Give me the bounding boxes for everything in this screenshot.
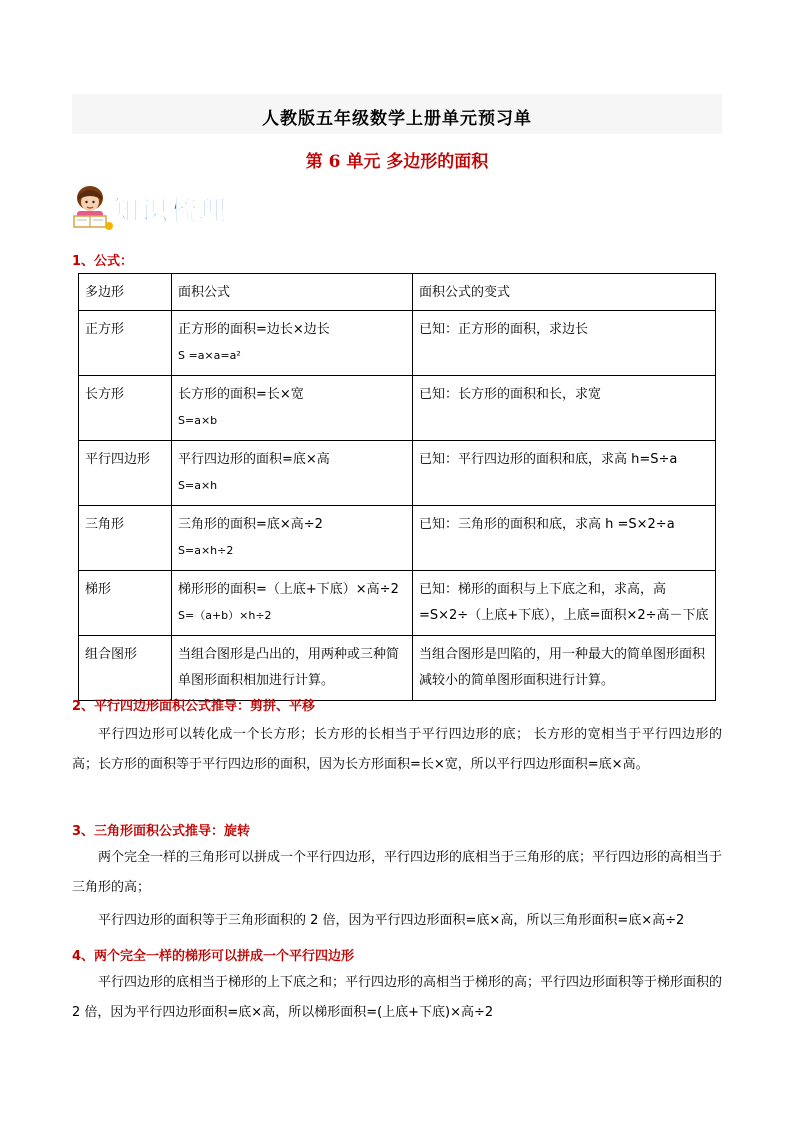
shape-cell: 三角形 (79, 506, 172, 571)
formula-text: 正方形的面积=边长×边长 (178, 322, 330, 337)
table-header: 多边形 (79, 274, 172, 311)
section-4-heading: 4、两个完全一样的梯形可以拼成一个平行四边形 (72, 949, 355, 964)
table-row (79, 441, 716, 506)
paragraph-parallelogram: 平行四边形可以转化成一个长方形；长方形的长相当于平行四边形的底； 长方形的宽相当于平行四边形的高；长方形的面积等于平行四边形的面积，因为长方形面积=长×宽，所以平行四边形面积=底×高。 (72, 727, 722, 772)
unit-subtitle: 第 6 单元 多边形的面积 (305, 152, 489, 172)
formula-table (78, 273, 716, 701)
section-2-heading: 2、平行四边形面积公式推导：剪拼、平移 (72, 699, 316, 714)
banner-text: 知识梳理 (112, 196, 228, 227)
girl-reading-icon (74, 186, 113, 230)
formula-text: 三角形的面积=底×高÷2 (178, 517, 323, 532)
section-1-heading: 1、公式： (72, 254, 134, 269)
formula-symbolic: S=a×b (178, 414, 218, 427)
table-header: 面积公式的变式 (413, 274, 716, 311)
variant-cell: 已知：长方形的面积和长，求宽 (413, 376, 716, 441)
paragraph-triangle-b: 平行四边形的面积等于三角形面积的 2 倍，因为平行四边形面积=底×高，所以三角形面积=底×高÷2 (98, 913, 685, 928)
formula-symbolic: S=（a+b）×h÷2 (178, 609, 272, 622)
formula-cell (172, 376, 413, 441)
formula-symbolic: S =a×a=a² (178, 349, 241, 362)
formula-symbolic: S=a×h÷2 (178, 544, 234, 557)
section-3-heading: 3、三角形面积公式推导：旋转 (72, 824, 251, 839)
table-row (79, 636, 716, 701)
formula-symbolic: S=a×h (178, 479, 218, 492)
formula-cell (172, 311, 413, 376)
formula-cell: 当组合图形是凸出的，用两种或三种简单图形面积相加进行计算。 (172, 636, 413, 701)
knowledge-banner (68, 182, 238, 234)
shape-cell: 梯形 (79, 571, 172, 636)
variant-cell: 已知：正方形的面积，求边长 (413, 311, 716, 376)
table-row (79, 506, 716, 571)
table-row (79, 376, 716, 441)
formula-text: 长方形的面积=长×宽 (178, 387, 304, 402)
table-row (79, 311, 716, 376)
shape-cell: 正方形 (79, 311, 172, 376)
variant-cell: 已知：三角形的面积和底，求高 h =S×2÷a (413, 506, 716, 571)
formula-text: 梯形形的面积=（上底+下底）×高÷2 (178, 582, 399, 597)
table-row (79, 571, 716, 636)
variant-cell: 已知：平行四边形的面积和底，求高 h=S÷a (413, 441, 716, 506)
formula-cell (172, 571, 413, 636)
shape-cell: 长方形 (79, 376, 172, 441)
shape-cell: 组合图形 (79, 636, 172, 701)
paragraph-triangle-a: 两个完全一样的三角形可以拼成一个平行四边形，平行四边形的底相当于三角形的底；平行四边形的高相当于三角形的高； (72, 850, 723, 895)
formula-cell (172, 506, 413, 571)
formula-cell (172, 441, 413, 506)
variant-cell: 当组合图形是凹陷的，用一种最大的简单图形面积减较小的简单图形面积进行计算。 (413, 636, 716, 701)
paragraph-trapezoid: 平行四边形的底相当于梯形的上下底之和；平行四边形的高相当于梯形的高；平行四边形面积等于梯形面积的 2 倍，因为平行四边形面积=底×高，所以梯形面积=(上底+下底)×高÷2 (72, 975, 723, 1020)
table-header-row (79, 274, 716, 311)
formula-text: 平行四边形的面积=底×高 (178, 452, 330, 467)
document-title: 人教版五年级数学上册单元预习单 (262, 109, 532, 129)
shape-cell: 平行四边形 (79, 441, 172, 506)
variant-cell: 已知：梯形的面积与上下底之和，求高，高=S×2÷（上底+下底），上底=面积×2÷高－下底 (413, 571, 716, 636)
table-header: 面积公式 (172, 274, 413, 311)
